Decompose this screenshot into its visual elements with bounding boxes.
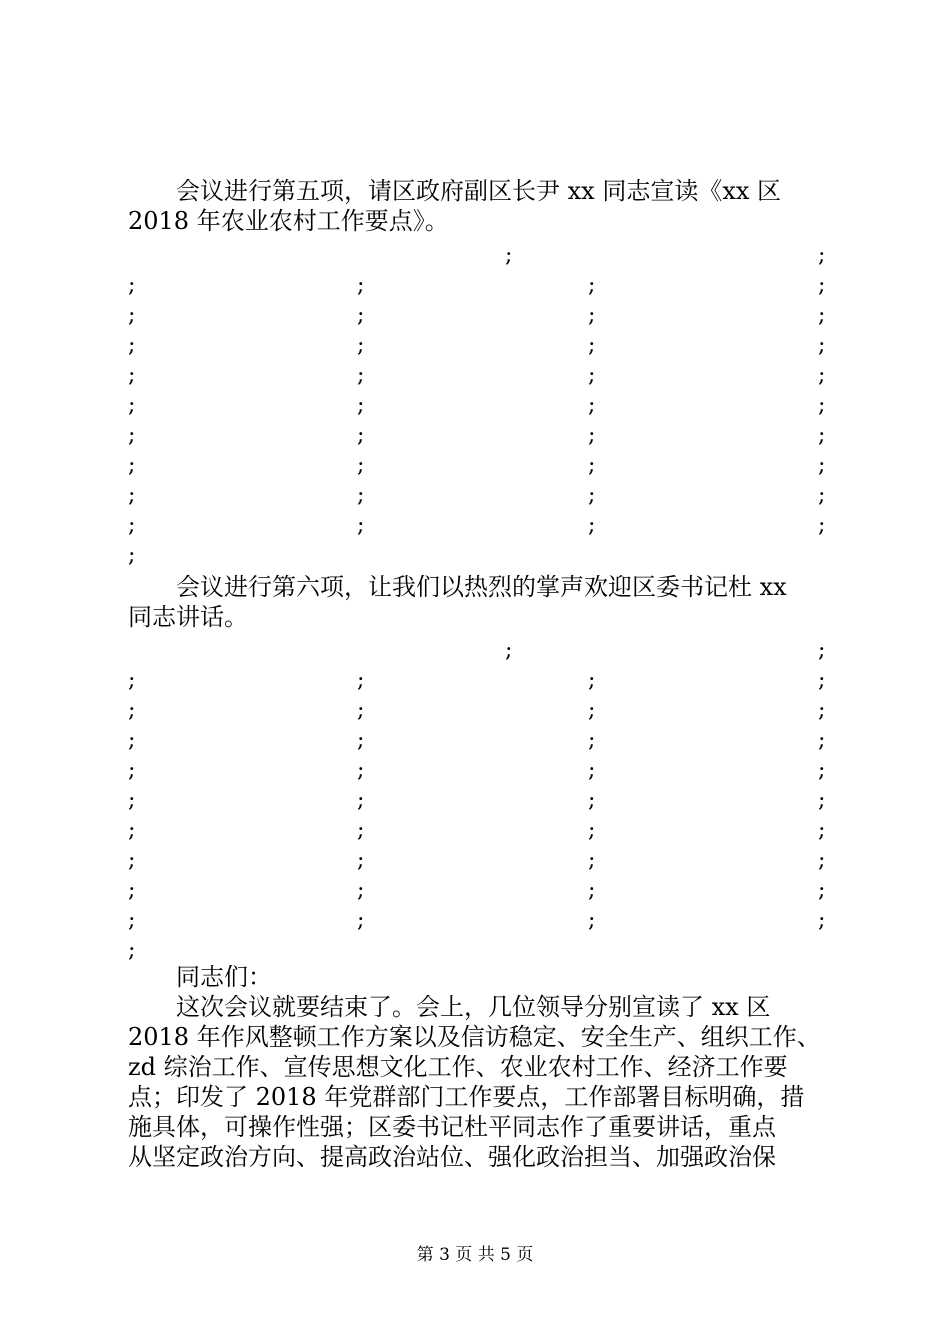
separator-row <box>0 816 950 846</box>
separator: ; <box>128 303 136 328</box>
separator: ; <box>357 668 365 693</box>
separator: ; <box>505 243 513 268</box>
paragraph-salutation <box>128 962 828 992</box>
separator-row <box>0 241 950 271</box>
separator-row <box>0 636 950 666</box>
separator: ; <box>128 698 136 723</box>
separator: ; <box>357 848 365 873</box>
separator: ; <box>818 303 826 328</box>
separator: ; <box>128 758 136 783</box>
separator: ; <box>588 333 596 358</box>
separator-row <box>0 756 950 786</box>
separator: ; <box>588 698 596 723</box>
separator: ; <box>818 453 826 478</box>
separator: ; <box>357 333 365 358</box>
separator: ; <box>357 393 365 418</box>
separator: ; <box>357 513 365 538</box>
text-line: 2018 年农业农村工作要点》。 <box>128 207 449 235</box>
separator: ; <box>588 483 596 508</box>
separator: ; <box>128 393 136 418</box>
separator-row <box>0 361 950 391</box>
text-line: zd 综治工作、宣传思想文化工作、农业农村工作、经济工作要 <box>128 1053 788 1081</box>
separator: ; <box>128 788 136 813</box>
separator: ; <box>818 848 826 873</box>
separator: ; <box>357 303 365 328</box>
separator: ; <box>128 483 136 508</box>
separator: ; <box>357 423 365 448</box>
separator: ; <box>588 848 596 873</box>
separator: ; <box>505 638 513 663</box>
separator-row <box>0 696 950 726</box>
separator: ; <box>588 453 596 478</box>
separator: ; <box>128 363 136 388</box>
separator: ; <box>818 908 826 933</box>
separator: ; <box>588 363 596 388</box>
separator-row <box>0 481 950 511</box>
separator: ; <box>818 423 826 448</box>
paragraph-closing <box>128 992 828 1172</box>
separator: ; <box>357 728 365 753</box>
separator: ; <box>818 698 826 723</box>
page-number-footer: 第 3 页 共 5 页 <box>416 1245 534 1265</box>
separator-row <box>0 906 950 936</box>
separator: ; <box>818 758 826 783</box>
separator-row <box>0 391 950 421</box>
separator: ; <box>357 878 365 903</box>
separator: ; <box>818 513 826 538</box>
separator: ; <box>818 483 826 508</box>
separator-row <box>0 511 950 541</box>
text-line: 同志们： <box>128 963 272 991</box>
separator-row <box>0 331 950 361</box>
text-line: 会议进行第五项，请区政府副区长尹 xx 同志宣读《xx 区 <box>128 177 782 205</box>
separator: ; <box>128 453 136 478</box>
separator: ; <box>588 668 596 693</box>
separator-row <box>0 451 950 481</box>
paragraph-item-six <box>128 572 828 632</box>
separator: ; <box>357 758 365 783</box>
text-line: 点；印发了 2018 年党群部门工作要点，工作部署目标明确，措 <box>128 1083 805 1111</box>
text-line: 施具体，可操作性强；区委书记杜平同志作了重要讲话，重点 <box>128 1113 776 1141</box>
separator: ; <box>128 908 136 933</box>
separator-row <box>0 846 950 876</box>
separator: ; <box>128 543 136 568</box>
separator-row <box>0 421 950 451</box>
separator: ; <box>818 363 826 388</box>
separator-row <box>0 541 950 571</box>
separator: ; <box>818 273 826 298</box>
separator: ; <box>128 728 136 753</box>
separator: ; <box>128 333 136 358</box>
separator: ; <box>818 818 826 843</box>
separator: ; <box>818 393 826 418</box>
text-line: 2018 年作风整顿工作方案以及信访稳定、安全生产、组织工作、 <box>128 1023 821 1051</box>
separator-row <box>0 876 950 906</box>
separator: ; <box>818 243 826 268</box>
separator-row <box>0 786 950 816</box>
text-line: 这次会议就要结束了。会上，几位领导分别宣读了 xx 区 <box>128 993 771 1021</box>
text-line: 会议进行第六项，让我们以热烈的掌声欢迎区委书记杜 xx <box>128 573 787 601</box>
separator: ; <box>588 758 596 783</box>
separator: ; <box>588 273 596 298</box>
separator: ; <box>357 818 365 843</box>
separator: ; <box>128 273 136 298</box>
separator: ; <box>588 423 596 448</box>
separator: ; <box>588 788 596 813</box>
separator: ; <box>128 423 136 448</box>
separator: ; <box>357 273 365 298</box>
separator-row <box>0 666 950 696</box>
separator: ; <box>357 453 365 478</box>
separator: ; <box>128 668 136 693</box>
separator: ; <box>818 333 826 358</box>
separator: ; <box>357 908 365 933</box>
separator-row <box>0 271 950 301</box>
separator: ; <box>357 698 365 723</box>
separator-row <box>0 726 950 756</box>
separator: ; <box>128 938 136 963</box>
separator: ; <box>357 483 365 508</box>
separator: ; <box>588 728 596 753</box>
separator: ; <box>588 393 596 418</box>
separator: ; <box>588 303 596 328</box>
separator: ; <box>818 788 826 813</box>
separator: ; <box>357 363 365 388</box>
separator: ; <box>588 818 596 843</box>
separator: ; <box>818 668 826 693</box>
separator: ; <box>588 908 596 933</box>
text-line: 同志讲话。 <box>128 603 248 631</box>
separator: ; <box>128 848 136 873</box>
separator: ; <box>818 878 826 903</box>
separator: ; <box>818 638 826 663</box>
separator: ; <box>588 878 596 903</box>
separator: ; <box>818 728 826 753</box>
text-line: 从坚定政治方向、提高政治站位、强化政治担当、加强政治保 <box>128 1143 776 1171</box>
separator: ; <box>588 513 596 538</box>
separator: ; <box>128 878 136 903</box>
paragraph-item-five <box>128 176 828 236</box>
separator: ; <box>128 513 136 538</box>
separator-row <box>0 301 950 331</box>
separator: ; <box>357 788 365 813</box>
separator: ; <box>128 818 136 843</box>
